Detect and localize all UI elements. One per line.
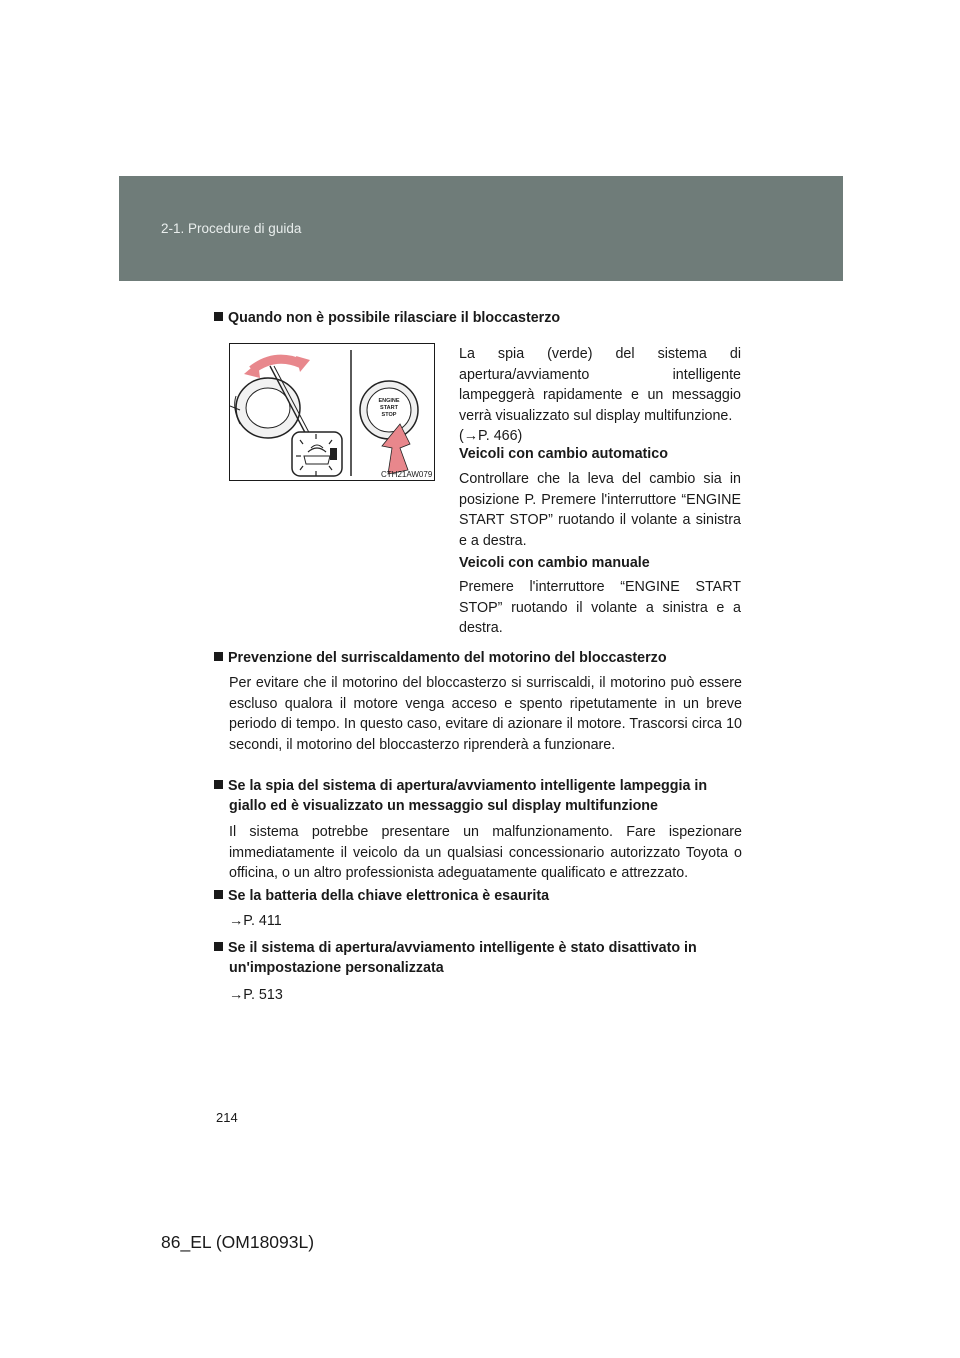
section-heading: Quando non è possibile rilasciare il bloccasterzo bbox=[214, 308, 746, 328]
side-paragraph: La spia (verde) del sistema di apertura/avviamento intelligente lampeggerà rapidamente e un messaggio verrà visualizzato sul display multifunzione. (→P. 466) bbox=[459, 346, 741, 444]
square-bullet-icon bbox=[214, 312, 223, 321]
subheading-manual: Veicoli con cambio manuale bbox=[459, 555, 650, 571]
square-bullet-icon bbox=[214, 652, 223, 661]
paragraph: Per evitare che il motorino del bloccasterzo si surriscaldi, il motorino può essere escluso qualora il motore venga acceso e spento ripetutamente in un breve periodo di tempo. In questo caso, evitare di azionare il motore. Trascorsi circa 10 secondi, il motorino del bloccasterzo riprenderà a funzionare. bbox=[229, 675, 742, 753]
paragraph: Il sistema potrebbe presentare un malfunzionamento. Fare ispezionare immediatamente il veicolo da un qualsiasi concessionario autorizzato Toyota o officina, o un altro professionista adeguatamente qualificato e attrezzato. bbox=[229, 824, 742, 882]
square-bullet-icon bbox=[214, 780, 223, 789]
document-code: 86_EL (OM18093L) bbox=[161, 1232, 315, 1252]
rotate-arrow-icon bbox=[252, 359, 302, 370]
button-label-stop: STOP bbox=[381, 412, 397, 418]
side-paragraph-automatic: Controllare che la leva del cambio sia in posizione P. Premere l'interruttore “ENGINE START STOP” ruotando il volante a sinistra e a destra. bbox=[459, 471, 741, 549]
square-bullet-icon bbox=[214, 942, 223, 951]
steering-lock-illustration bbox=[229, 343, 435, 481]
page-number: 214 bbox=[216, 1110, 238, 1125]
button-label-engine: ENGINE bbox=[378, 398, 400, 404]
section-header: 2-1. Procedure di guida bbox=[161, 221, 302, 236]
section-heading: Se il sistema di apertura/avviamento intelligente è stato disattivato in un'impostazione personalizzata bbox=[214, 938, 746, 978]
subheading-automatic: Veicoli con cambio automatico bbox=[459, 446, 668, 462]
section-heading: Prevenzione del surriscaldamento del motorino del bloccasterzo bbox=[214, 648, 746, 668]
steering-wheel-diagram bbox=[230, 344, 435, 481]
page-reference: →P. 411 bbox=[229, 913, 282, 929]
section-heading: Se la spia del sistema di apertura/avviamento intelligente lampeggia in giallo ed è visualizzato un messaggio sul display multifunzione bbox=[214, 776, 746, 816]
side-paragraph-manual: Premere l'interruttore “ENGINE START STOP” ruotando il volante a sinistra e a destra. bbox=[459, 579, 741, 636]
page-reference: (→P. 466) bbox=[459, 428, 523, 444]
key-icon bbox=[330, 448, 337, 460]
figure-code: CTH21AW079 bbox=[381, 470, 433, 479]
page-reference: →P. 513 bbox=[229, 987, 283, 1003]
square-bullet-icon bbox=[214, 890, 223, 899]
button-label-start: START bbox=[380, 405, 398, 411]
section-heading: Se la batteria della chiave elettronica è esaurita bbox=[214, 886, 746, 906]
